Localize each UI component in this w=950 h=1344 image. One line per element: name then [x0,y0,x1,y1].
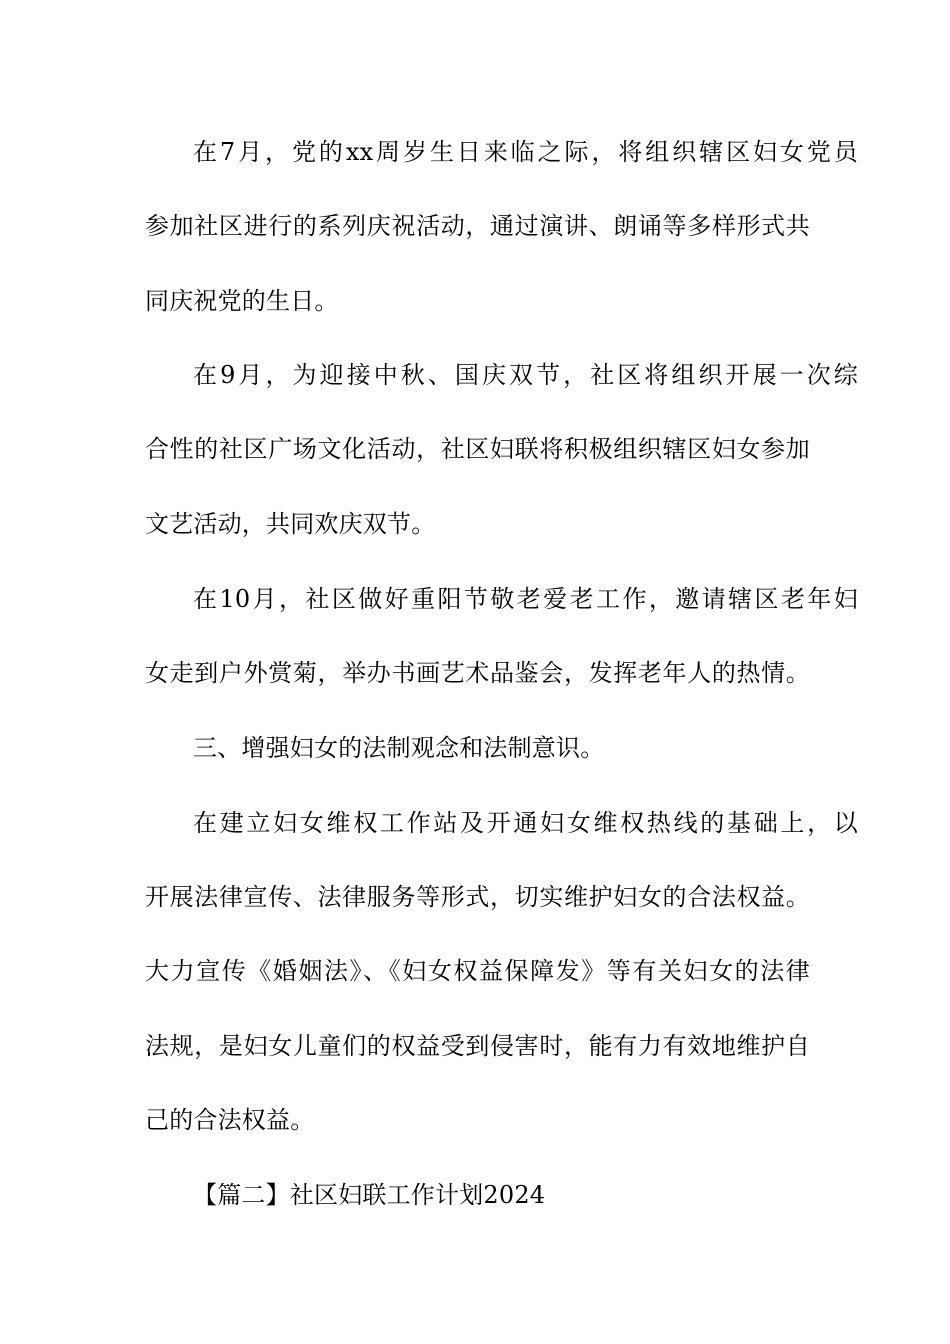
paragraph-rights-line-2: 开展法律宣传、法律服务等形式，切实维护妇女的合法权益。 [145,883,810,911]
paragraph-july-line-2: 参加社区进行的系列庆祝活动，通过演讲、朗诵等多样形式共 [145,212,810,240]
paragraph-july-line-3: 同庆祝党的生日。 [145,287,339,315]
paragraph-rights-line-5: 己的合法权益。 [145,1106,315,1134]
paragraph-rights-line-1: 在建立妇女维权工作站及开通妇女维权热线的基础上，以 [193,809,858,837]
paragraph-october-line-2: 女走到户外赏菊，举办书画艺术品鉴会，发挥老年人的热情。 [145,659,810,687]
paragraph-rights-line-4: 法规，是妇女儿童们的权益受到侵害时，能有力有效地维护自 [145,1032,810,1060]
section-heading-three: 三、增强妇女的法制观念和法制意识。 [193,734,605,762]
paragraph-july-line-1: 在7月，党的xx周岁生日来临之际，将组织辖区妇女党员 [193,138,858,166]
chapter-two-title: 【篇二】社区妇联工作计划2024 [193,1181,546,1209]
paragraph-september-line-2: 合性的社区广场文化活动，社区妇联将积极组织辖区妇女参加 [145,435,810,463]
paragraph-september-line-3: 文艺活动，共同欢庆双节。 [145,510,436,538]
paragraph-rights-line-3: 大力宣传《婚姻法》、《妇女权益保障发》等有关妇女的法律 [145,957,810,985]
paragraph-september-line-1: 在9月，为迎接中秋、国庆双节，社区将组织开展一次综 [193,361,858,389]
paragraph-october-line-1: 在10月，社区做好重阳节敬老爱老工作，邀请辖区老年妇 [193,585,858,613]
